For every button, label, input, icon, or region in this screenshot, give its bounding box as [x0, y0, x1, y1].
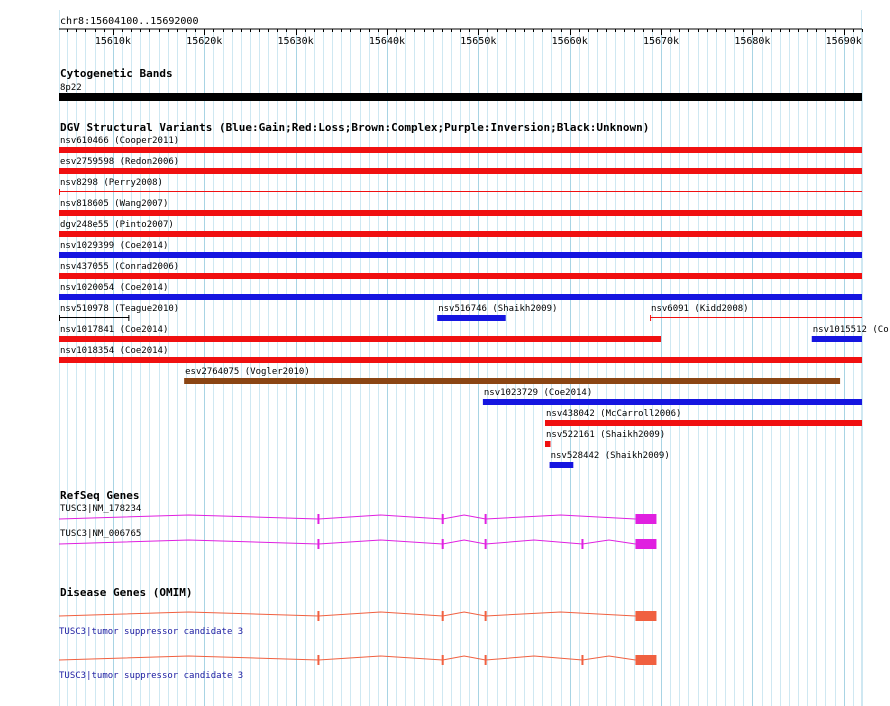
dgv-track-title[interactable]: DGV Structural Variants (Blue:Gain;Red:Loss;Brown:Complex;Purple:Inversion;Black:Unknown): [60, 121, 650, 134]
dgv-feature[interactable]: [545, 409, 862, 426]
dgv-feature-label: nsv510978 (Teague2010): [60, 304, 180, 314]
dgv-feature-label: nsv1018354 (Coe2014): [60, 346, 169, 356]
dgv-feature-label: nsv437055 (Conrad2006): [60, 262, 180, 272]
dgv-feature-bar[interactable]: [59, 252, 862, 258]
dgv-feature-label: nsv1015512 (Co: [812, 325, 889, 335]
cytoband-band-label: 8p22: [60, 83, 82, 93]
dgv-feature-bar[interactable]: [812, 336, 862, 342]
dgv-feature-label: nsv528442 (Shaikh2009): [550, 451, 670, 461]
gene-terminal-exon: [635, 611, 656, 621]
refseq-gene-label: TUSC3|NM_178234: [60, 504, 142, 514]
dgv-feature-label: nsv1017841 (Coe2014): [60, 325, 169, 335]
cytoband-track-title[interactable]: Cytogenetic Bands: [60, 67, 173, 80]
dgv-feature[interactable]: [59, 304, 179, 321]
gene-exon: [485, 611, 487, 621]
dgv-feature-bar[interactable]: [437, 315, 506, 321]
dgv-feature-label: dgv248e55 (Pinto2007): [60, 220, 174, 230]
omim-track-title[interactable]: Disease Genes (OMIM): [60, 586, 193, 599]
dgv-feature-label: nsv6091 (Kidd2008): [651, 304, 749, 314]
dgv-feature-label: nsv818605 (Wang2007): [60, 199, 169, 209]
gene-intron-line: [59, 656, 635, 660]
dgv-feature-label: nsv8298 (Perry2008): [60, 178, 163, 188]
gene-exon: [317, 611, 319, 621]
dgv-feature[interactable]: [184, 367, 840, 384]
gene-exon: [317, 539, 319, 549]
gene-exon: [581, 539, 583, 549]
omim-track: [59, 586, 656, 681]
ruler-tick-label: 15630k: [277, 36, 314, 47]
omim-genes: [59, 611, 656, 681]
gene-exon: [485, 539, 487, 549]
gene-exon: [317, 514, 319, 524]
refseq-gene-label: TUSC3|NM_006765: [60, 529, 142, 539]
ruler-location: chr8:15604100..15692000: [60, 16, 199, 27]
dgv-feature-label: nsv1029399 (Coe2014): [60, 241, 169, 251]
gene-terminal-exon: [635, 655, 656, 665]
ruler-tick-label: 15670k: [642, 36, 680, 47]
dgv-feature-label: nsv438042 (McCarroll2006): [546, 409, 682, 419]
dgv-feature[interactable]: [812, 325, 889, 342]
ruler-tick-label: 15650k: [460, 36, 497, 47]
omim-gene[interactable]: [59, 655, 656, 681]
gene-exon: [485, 514, 487, 524]
dgv-feature-label: esv2759598 (Redon2006): [60, 157, 180, 167]
dgv-feature-bar[interactable]: [59, 273, 862, 279]
ruler-tick-label: 15610k: [94, 36, 131, 47]
dgv-feature-bar[interactable]: [483, 399, 862, 405]
dgv-feature-bar[interactable]: [59, 168, 862, 174]
gene-terminal-exon: [635, 514, 656, 524]
gene-exon: [442, 655, 444, 665]
dgv-feature-bar[interactable]: [59, 357, 862, 363]
dgv-feature-bar[interactable]: [59, 231, 862, 237]
dgv-feature-label: nsv1023729 (Coe2014): [483, 388, 593, 398]
gene-exon: [485, 655, 487, 665]
dgv-feature-label: nsv610466 (Cooper2011): [60, 136, 180, 146]
ruler-tick-label: 15640k: [368, 36, 406, 47]
gene-exon: [317, 655, 319, 665]
gene-exon: [442, 514, 444, 524]
dgv-feature[interactable]: [545, 430, 665, 447]
dgv-feature[interactable]: [483, 388, 862, 405]
gene-exon: [442, 539, 444, 549]
ruler-ticks: [68, 29, 863, 47]
omim-gene[interactable]: [59, 611, 656, 637]
gene-intron-line: [59, 515, 635, 519]
ruler-tick-label: 15620k: [186, 36, 223, 47]
dgv-feature[interactable]: [437, 304, 557, 321]
dgv-feature-label: esv2764075 (Vogler2010): [185, 367, 310, 377]
refseq-gene[interactable]: [59, 504, 656, 524]
gene-exon: [581, 655, 583, 665]
dgv-feature-bar[interactable]: [59, 336, 661, 342]
gene-intron-line: [59, 612, 635, 616]
refseq-genes: [59, 504, 656, 549]
dgv-feature-bar[interactable]: [545, 441, 550, 447]
refseq-gene[interactable]: [59, 529, 656, 549]
gene-terminal-exon: [635, 539, 656, 549]
ruler-tick-label: 15660k: [551, 36, 588, 47]
omim-gene-label: TUSC3|tumor suppressor candidate 3: [59, 671, 244, 681]
gene-exon: [442, 611, 444, 621]
dgv-feature[interactable]: [550, 451, 670, 468]
dgv-feature-label: nsv1020054 (Coe2014): [60, 283, 169, 293]
dgv-track: [59, 121, 889, 468]
refseq-track-title[interactable]: RefSeq Genes: [60, 489, 140, 502]
dgv-features: [59, 136, 889, 468]
dgv-feature-label: nsv516746 (Shaikh2009): [438, 304, 558, 314]
ruler-tick-label: 15680k: [734, 36, 771, 47]
dgv-feature[interactable]: [650, 304, 862, 321]
dgv-feature-bar[interactable]: [550, 462, 574, 468]
ruler-track: [59, 16, 863, 47]
dgv-feature-bar[interactable]: [59, 294, 862, 300]
dgv-feature-bar[interactable]: [59, 210, 862, 216]
dgv-feature-bar[interactable]: [545, 420, 862, 426]
omim-gene-label: TUSC3|tumor suppressor candidate 3: [59, 627, 244, 637]
dgv-feature-bar[interactable]: [184, 378, 840, 384]
ruler-tick-label: 15690k: [825, 36, 862, 47]
cytoband-band-bar[interactable]: [59, 93, 862, 101]
dgv-feature-label: nsv522161 (Shaikh2009): [546, 430, 666, 440]
refseq-track: [59, 489, 656, 549]
dgv-feature-bar[interactable]: [59, 147, 862, 153]
gene-intron-line: [59, 540, 635, 544]
